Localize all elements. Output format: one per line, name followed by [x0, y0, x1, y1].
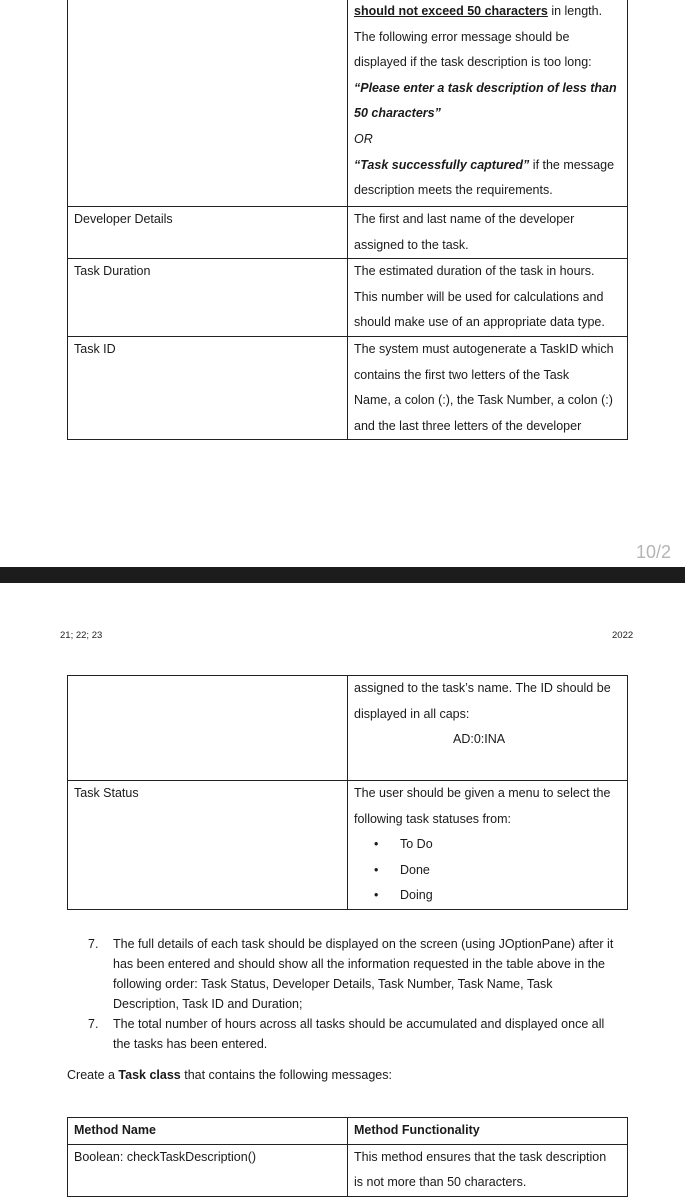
bullet-icon: •: [374, 862, 379, 877]
page-header-right: 2022: [612, 630, 634, 641]
field-description-cell: [348, 336, 628, 439]
cell-left: [68, 0, 348, 207]
text-line: The first and last name of the developer: [354, 212, 575, 226]
task-description-rules-cell: [348, 0, 628, 207]
text-line: the tasks has been entered.: [113, 1037, 268, 1051]
text-line: has been entered and should show all the information requested in the table above in the: [113, 957, 606, 971]
text-line: The following error message should be: [354, 29, 570, 44]
error-message-line: 50 characters”: [354, 106, 441, 121]
text-line: The total number of hours across all tasks should be accumulated and displayed once all: [113, 1017, 605, 1031]
text-line: This number will be used for calculations and: [354, 289, 604, 304]
text-line: should make use of an appropriate data type.: [354, 315, 605, 330]
table-row: [68, 259, 628, 337]
table-header-row: [68, 1118, 628, 1145]
text-line: The estimated duration of the task in hours.: [354, 264, 595, 279]
text-line: contains the first two letters of the Task: [354, 367, 570, 382]
methods-table: [67, 1117, 628, 1197]
list-item: • To Do: [354, 832, 621, 858]
text-line: assigned to the task.: [354, 237, 469, 252]
text-line: This method ensures that the task description: [354, 1149, 607, 1164]
task-id-example: AD:0:INA: [453, 732, 506, 747]
requirements-table-page2: [67, 675, 628, 910]
table-row: [68, 336, 628, 439]
column-header: Method Functionality: [348, 1118, 628, 1145]
page-number: 10/2: [636, 542, 672, 562]
text-line: The system must autogenerate a TaskID which: [354, 341, 614, 356]
list-number: 7.: [88, 1017, 99, 1031]
task-id-continued-cell: [348, 676, 628, 781]
text-line: Name, a colon (:), the Task Number, a colon (:): [354, 393, 613, 408]
method-functionality-cell: [348, 1144, 628, 1196]
list-item: [88, 1014, 633, 1054]
table-row: [68, 0, 628, 207]
field-description-cell: [348, 207, 628, 259]
success-message-line: “Task successfully captured” if the message: [354, 157, 615, 172]
text-line: following order: Task Status, Developer Details, Task Number, Task Name, Task: [113, 977, 553, 991]
text-line: following task statuses from:: [354, 811, 512, 826]
requirements-table-page1: [67, 0, 628, 440]
field-name-cell: Task ID: [68, 336, 348, 439]
numbered-list: [88, 934, 633, 1054]
or-text: OR: [354, 131, 373, 146]
list-item: • Doing: [354, 883, 621, 909]
field-name-cell: Task Status: [68, 781, 348, 910]
table-row: [68, 1144, 628, 1196]
method-name-cell: Boolean: checkTaskDescription(): [68, 1144, 348, 1196]
text-line: is not more than 50 characters.: [354, 1175, 527, 1190]
column-header: Method Name: [68, 1118, 348, 1145]
field-description-cell: [348, 259, 628, 337]
create-task-class-paragraph: Create a Task class that contains the following messages:: [67, 1068, 392, 1082]
text-line: Description, Task ID and Duration;: [113, 997, 303, 1011]
field-name-cell: Task Duration: [68, 259, 348, 337]
page-separator: [0, 567, 685, 583]
bullet-icon: •: [374, 888, 379, 903]
text-line: displayed in all caps:: [354, 706, 470, 721]
error-message-line: “Please enter a task description of less than: [354, 80, 617, 95]
list-item: [88, 934, 633, 1014]
table-row: [68, 676, 628, 781]
text-line: assigned to the task’s name. The ID should be: [354, 681, 611, 695]
text-line: The full details of each task should be displayed on the screen (using JOptionPane) after it: [113, 937, 614, 951]
cell-left: [68, 676, 348, 781]
table-row: [68, 207, 628, 259]
table-row: [68, 781, 628, 910]
text-line: should not exceed 50 characters in length.: [354, 4, 603, 18]
text-line: description meets the requirements.: [354, 183, 553, 198]
text-line: displayed if the task description is too long:: [354, 55, 592, 70]
text-line: The user should be given a menu to select the: [354, 786, 611, 800]
text-line: and the last three letters of the developer: [354, 418, 582, 433]
list-item: • Done: [354, 858, 621, 884]
field-name-cell: Developer Details: [68, 207, 348, 259]
task-status-cell: [348, 781, 628, 910]
page-header-left: 21; 22; 23: [60, 630, 103, 641]
list-number: 7.: [88, 937, 99, 951]
bullet-icon: •: [374, 837, 379, 852]
